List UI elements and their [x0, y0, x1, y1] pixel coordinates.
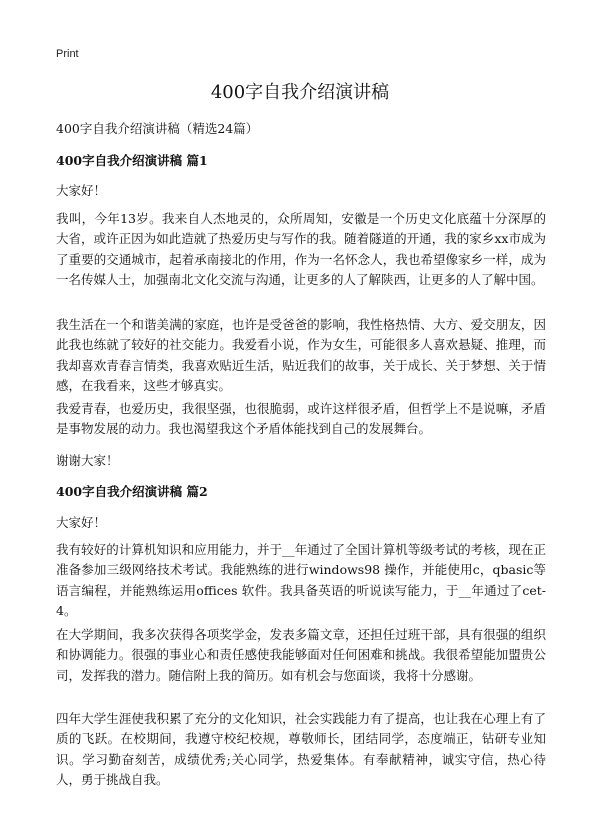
- section-1-paragraph-3: 我爱青春，也爱历史，我很坚强，也很脆弱，或许这样很矛盾，但哲学上不是说嘛，矛盾是事物发展的动力。我也渴望我这个矛盾体能找到自己的发展舞台。: [56, 401, 546, 437]
- document-title: 400字自我介绍演讲稿: [210, 82, 390, 103]
- section-heading-1: 400字自我介绍演讲稿 篇1: [56, 153, 208, 168]
- section-1-greeting: 大家好！: [56, 183, 107, 198]
- section-2-paragraph-3: 四年大学生涯使我积累了充分的文化知识，社会实践能力有了提高，也让我在心理上有了质的飞跃。在校期间，我遵守校纪校规，尊敬师长，团结同学，态度端正，钻研专业知识。学习勤奋刻苦，成绩优秀;关心同学，热爱集体。有奉献精神，诚实守信，热心待人，勇于挑战自我。: [56, 711, 546, 787]
- section-2-paragraph-2: 在大学期间，我多次获得各项奖学金，发表多篇文章，还担任过班干部，具有很强的组织和协调能力。很强的事业心和责任感使我能够面对任何困难和挑战。我很希望能加盟贵公司，发挥我的潜力。随信附上我的简历。如有机会与您面谈，我将十分感谢。: [56, 627, 546, 683]
- document-subtitle: 400字自我介绍演讲稿（精选24篇）: [56, 121, 259, 136]
- section-heading-2: 400字自我介绍演讲稿 篇2: [56, 484, 208, 499]
- section-2-greeting: 大家好！: [56, 515, 107, 530]
- section-1-paragraph-1: 我叫，今年13岁。我来自人杰地灵的，众所周知，安徽是一个历史文化底蕴十分深厚的大省，或许正因为如此造就了热爱历史与写作的我。随着隧道的开通，我的家乡xx市成为了重要的交通城市，起着承南接北的作用，作为一名怀念人，我也希望像家乡一样，成为一名传媒人士，加强南北文化交流与沟通，让更多的人了解陕西，让更多的人了解中国。: [56, 211, 546, 287]
- section-2-paragraph-1: 我有较好的计算机知识和应用能力，并于__年通过了全国计算机等级考试的考核，现在正准备参加三级网络技术考试。我能熟练的进行windows98 操作，并能使用c，qbasic等语言编程，并能熟练运用offices 软件。我具备英语的听说读写能力，于__年通过了cet-4。: [56, 542, 546, 618]
- print-link[interactable]: Print: [56, 48, 79, 60]
- section-1-closing: 谢谢大家！: [56, 453, 119, 468]
- section-1-paragraph-2: 我生活在一个和谐美满的家庭，也许是受爸爸的影响，我性格热情、大方、爱交朋友，因此我也练就了较好的社交能力。我爱看小说，作为女生，可能很多人喜欢悬疑、推理，而我却喜欢青春言情类，我喜欢贴近生活，贴近我们的故事，关于成长、关于梦想、关于情感，在我看来，这些才够真实。: [56, 317, 546, 393]
